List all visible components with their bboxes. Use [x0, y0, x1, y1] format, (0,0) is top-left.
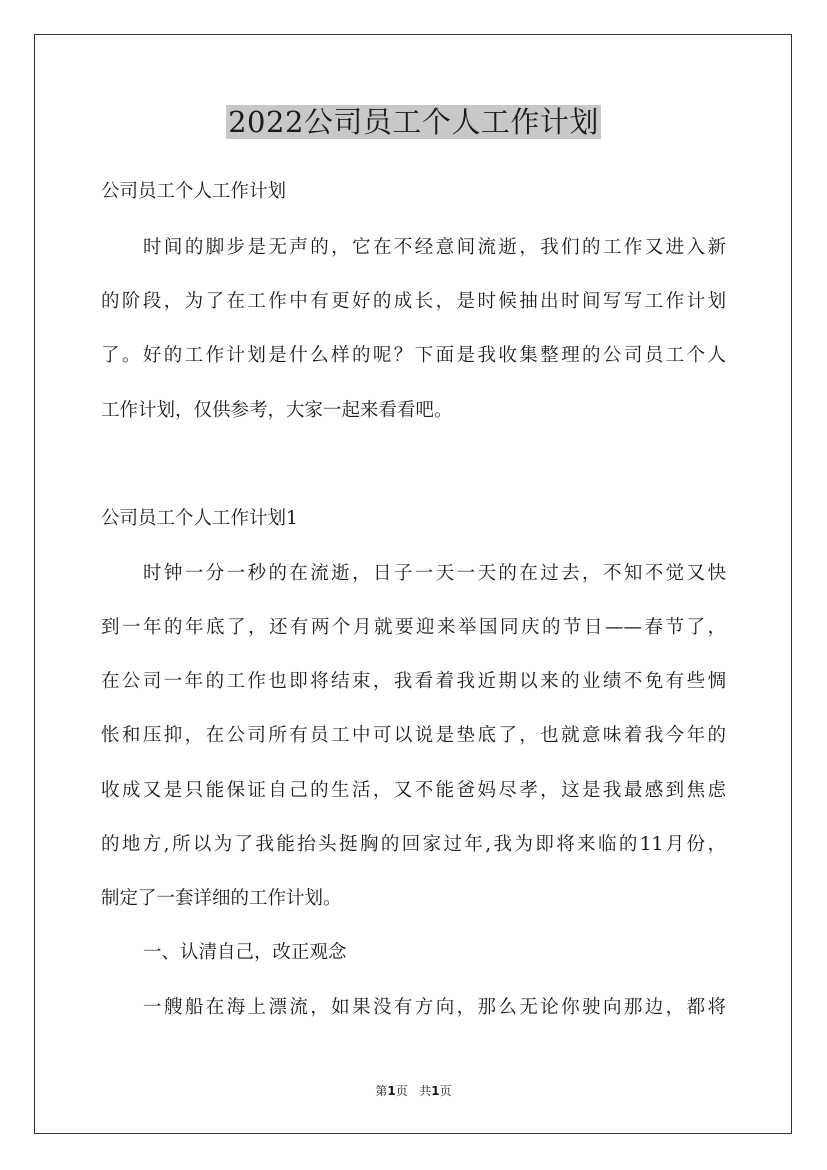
total-pages: 1	[431, 1084, 440, 1098]
page-label-suffix: 页	[395, 1084, 408, 1098]
paragraph-line: 工作计划，仅供参考，大家一起来看看吧。	[101, 400, 453, 421]
total-label-suffix: 页	[439, 1084, 452, 1098]
document-title-text: 2022公司员工个人工作计划	[228, 105, 599, 139]
paragraph-line: 的地方,所以为了我能抬头挺胸的回家过年,我为即将来临的11月份，	[101, 834, 726, 855]
paragraph-line: 收成又是只能保证自己的生活，又不能爸妈尽孝，这是我最感到焦虑	[101, 780, 726, 801]
paragraph-line: 时钟一分一秒的在流逝，日子一天一天的在过去，不知不觉又快	[143, 563, 726, 584]
paragraph-line: 制定了一套详细的工作计划。	[101, 888, 342, 909]
page-footer	[0, 1083, 827, 1099]
paragraph-line: 在公司一年的工作也即将结束，我看着我近期以来的业绩不免有些惆	[101, 671, 726, 692]
section-heading: 公司员工个人工作计划1	[101, 508, 298, 529]
paragraph-line: 了。好的工作计划是什么样的呢？下面是我收集整理的公司员工个人	[101, 345, 726, 366]
paragraph-line: 时间的脚步是无声的，它在不经意间流逝，我们的工作又进入新	[143, 237, 726, 258]
paragraph-line: 到一年的年底了，还有两个月就要迎来举国同庆的节日——春节了，	[101, 617, 726, 638]
page-label-prefix: 第	[375, 1084, 388, 1098]
paragraph-line: 一艘船在海上漂流，如果没有方向，那么无论你驶向那边，都将	[143, 997, 726, 1018]
document-title	[0, 100, 827, 144]
subsection-heading: 一、认清自己，改正观念	[143, 942, 347, 963]
page-number: 1	[387, 1084, 396, 1098]
paragraph-line: 的阶段，为了在工作中有更好的成长，是时候抽出时间写写工作计划	[101, 291, 726, 312]
section-heading: 公司员工个人工作计划	[101, 181, 287, 202]
total-label-prefix: 共	[419, 1084, 432, 1098]
paragraph-line: 怅和压抑，在公司所有员工中可以说是垫底了，也就意味着我今年的	[101, 725, 726, 746]
